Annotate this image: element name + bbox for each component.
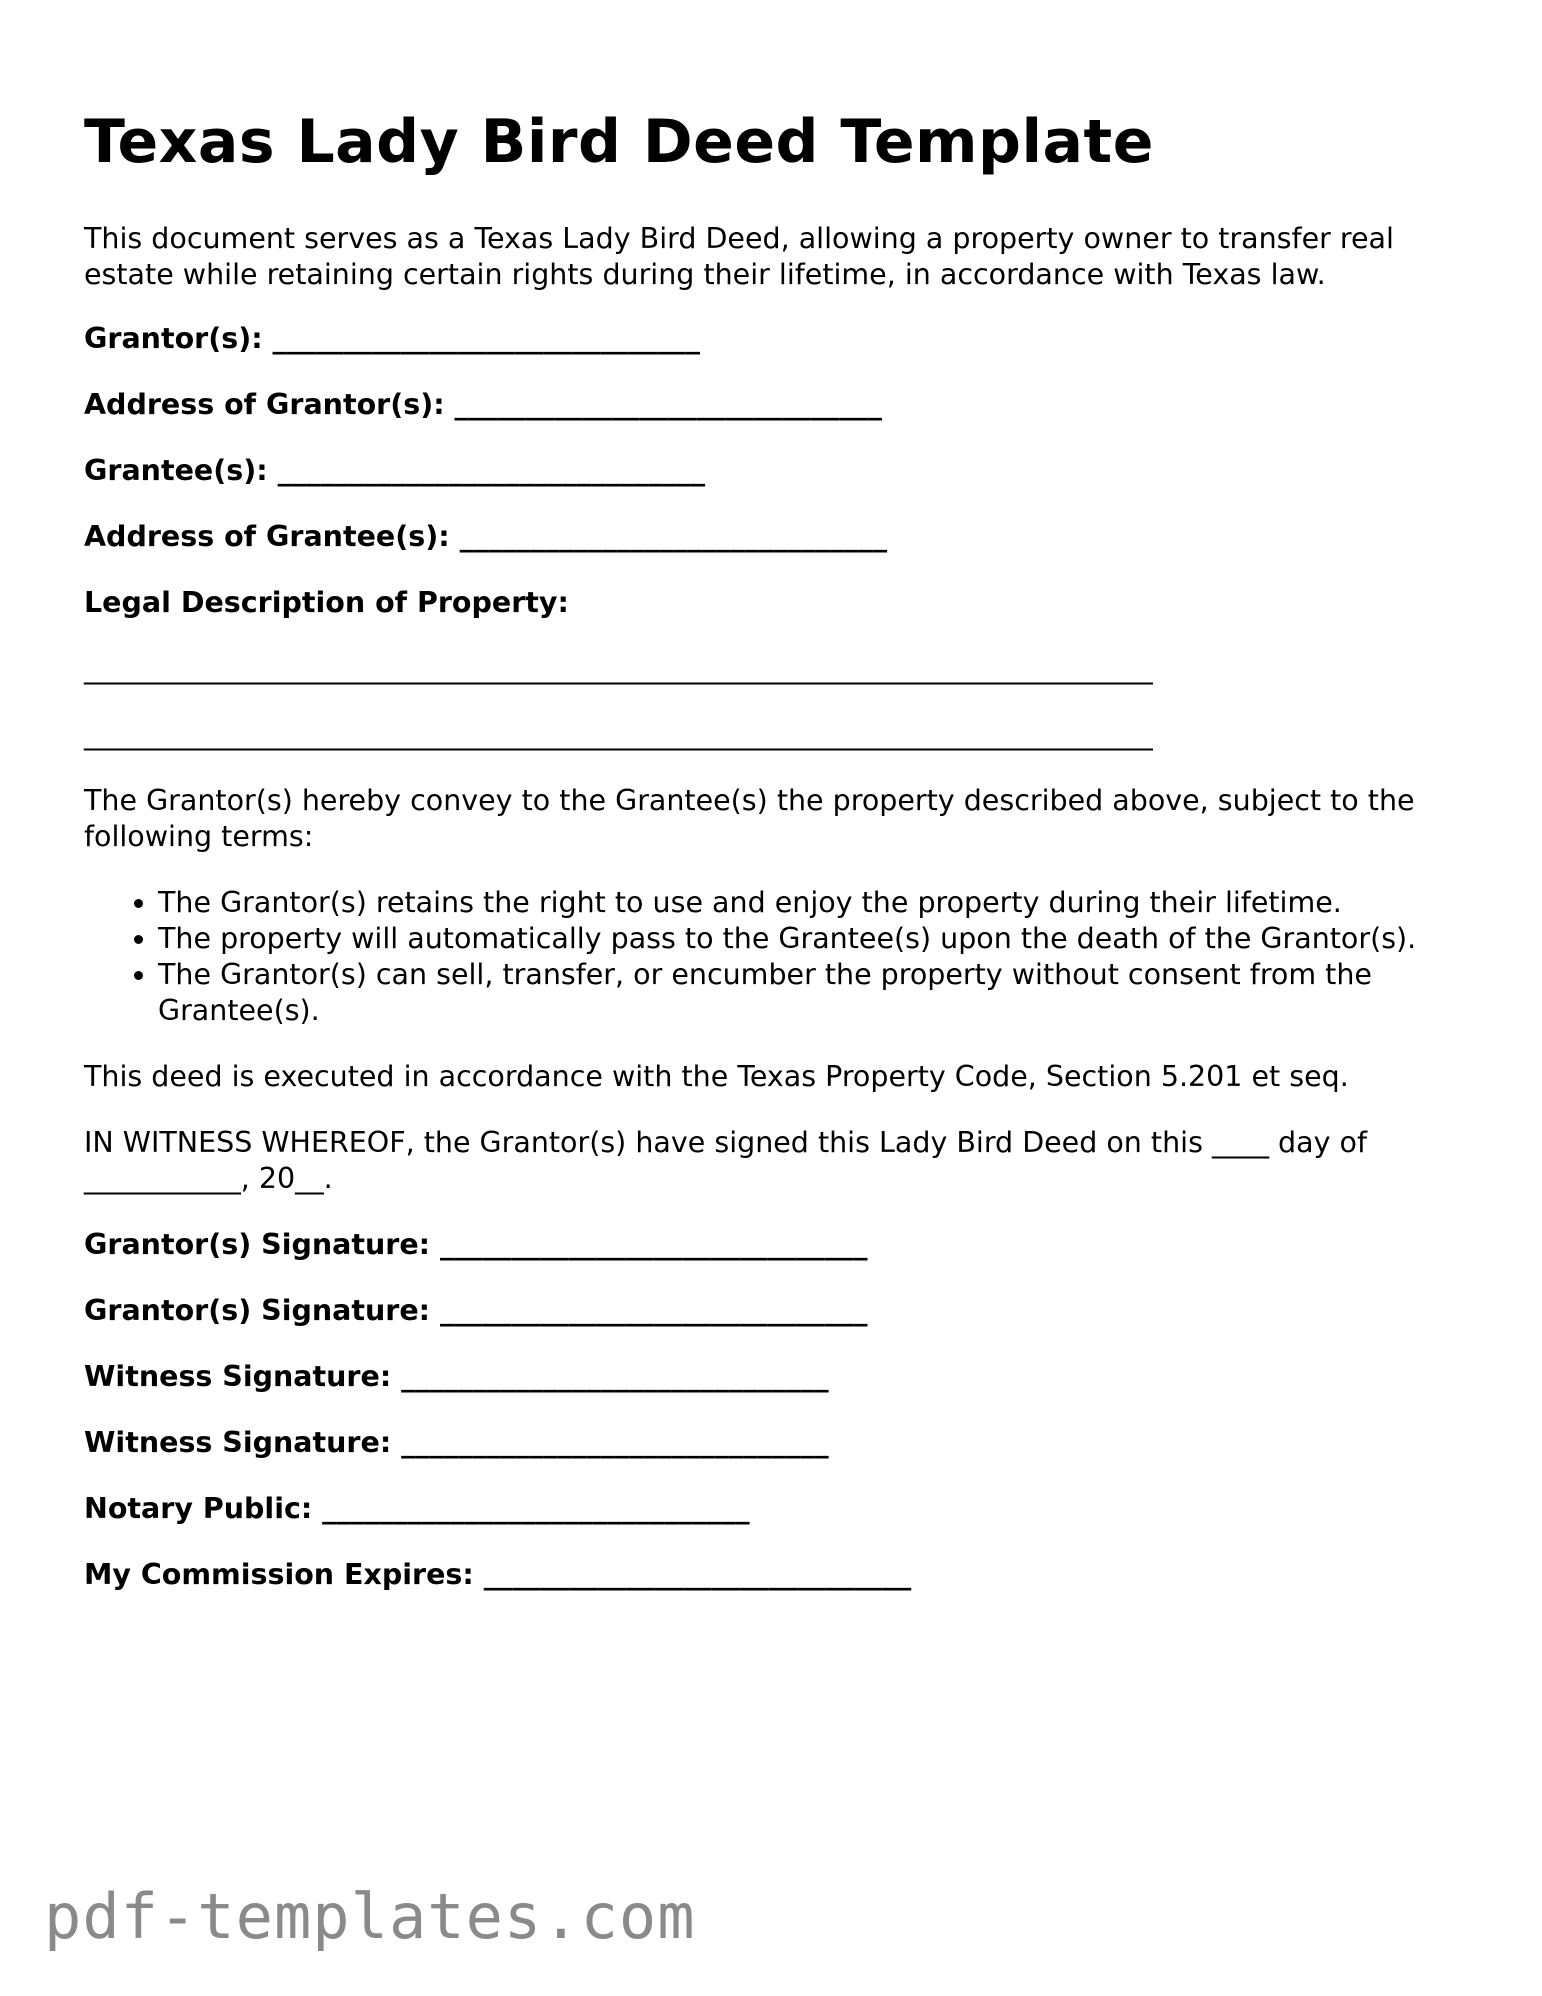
legal-description-line-2: ___________________________________________________________________________ <box>84 718 1153 751</box>
witness-signature-field-1: Witness Signature: ______________________________ <box>84 1360 829 1393</box>
term-item-retain-rights: • The Grantor(s) retains the right to use and enjoy the property during their lifetime. <box>158 885 1464 921</box>
grantee-address-field: Address of Grantee(s): ______________________________ <box>84 520 888 553</box>
document-page <box>84 100 1464 1593</box>
legal-description-line-1: ___________________________________________________________________________ <box>84 652 1153 685</box>
witness-whereof-paragraph: IN WITNESS WHEREOF, the Grantor(s) have signed this Lady Bird Deed on this ____ day of ___________, 20__. <box>84 1126 1368 1195</box>
grantee-field: Grantee(s): ______________________________ <box>84 454 706 487</box>
property-code-paragraph: This deed is executed in accordance with the Texas Property Code, Section 5.201 et seq. <box>84 1060 1349 1093</box>
grantor-signature-field-2: Grantor(s) Signature: ______________________________ <box>84 1294 868 1327</box>
witness-signature-field-2: Witness Signature: ______________________________ <box>84 1426 829 1459</box>
term-item-automatic-pass: • The property will automatically pass to the Grantee(s) upon the death of the Grantor(s). <box>158 921 1464 957</box>
grantor-signature-field-1: Grantor(s) Signature: ______________________________ <box>84 1228 868 1261</box>
convey-paragraph: The Grantor(s) hereby convey to the Grantee(s) the property described above, subject to the following terms: <box>84 784 1415 853</box>
term-item-sell-transfer: • The Grantor(s) can sell, transfer, or encumber the property without consent from the Grantee(s). <box>158 957 1464 1029</box>
legal-description-label: Legal Description of Property: <box>84 586 569 619</box>
watermark-text: pdf-templates.com <box>44 1880 696 1953</box>
grantor-address-field: Address of Grantor(s): ______________________________ <box>84 388 883 421</box>
grantor-field: Grantor(s): ______________________________ <box>84 322 701 355</box>
commission-expires-field: My Commission Expires: ______________________________ <box>84 1558 912 1591</box>
notary-public-field: Notary Public: ______________________________ <box>84 1492 750 1525</box>
document-title: Texas Lady Bird Deed Template <box>84 107 1154 177</box>
terms-list <box>84 885 1464 1029</box>
intro-paragraph: This document serves as a Texas Lady Bird Deed, allowing a property owner to transfer real estate while retaining certain rights during their lifetime, in accordance with Texas law. <box>84 222 1394 291</box>
